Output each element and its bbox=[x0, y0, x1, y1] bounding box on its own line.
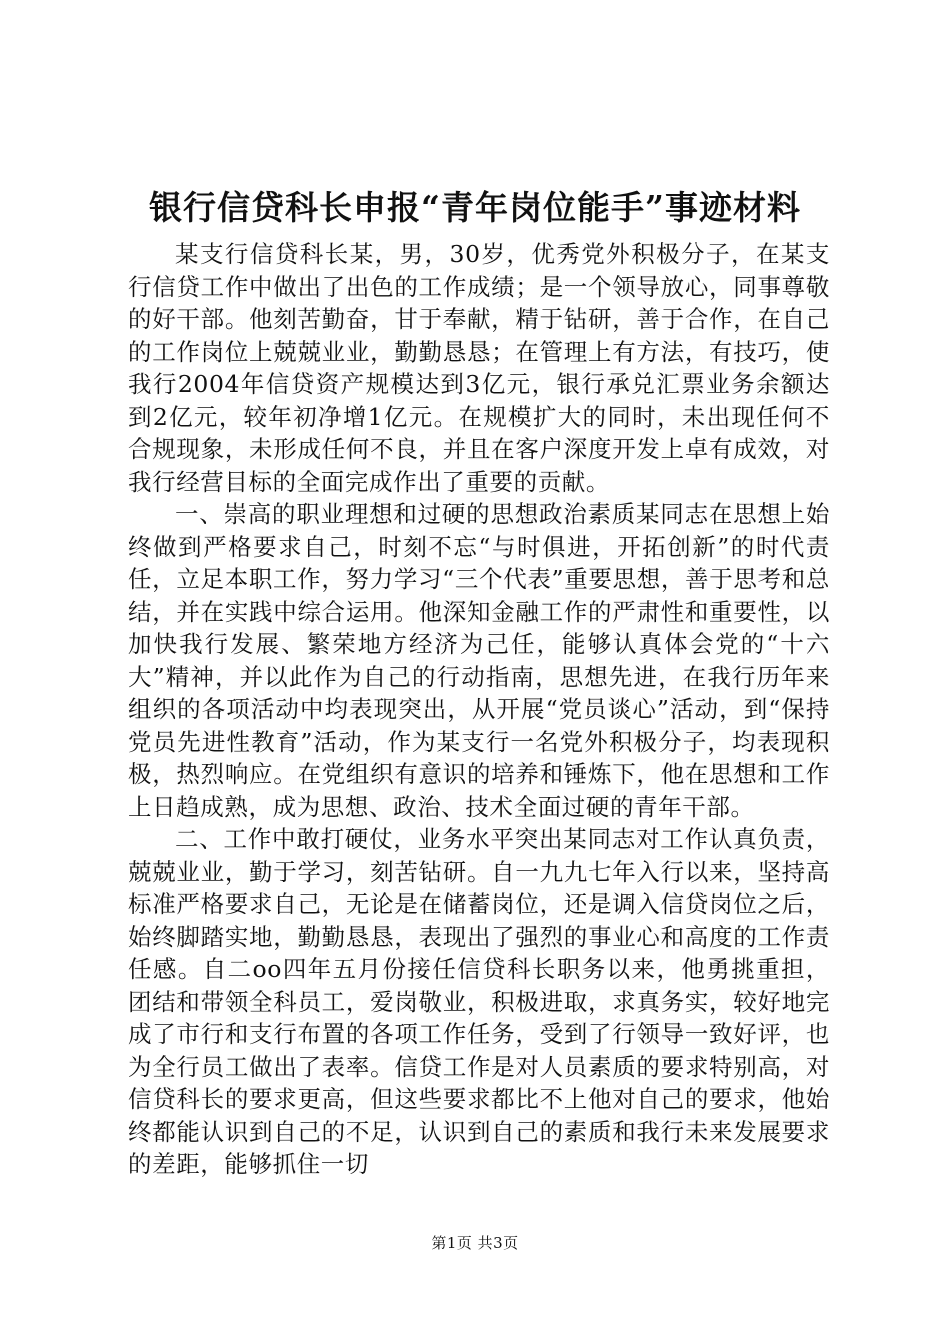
page-number-footer: 第1页 共3页 bbox=[431, 1234, 519, 1252]
document-body bbox=[128, 238, 830, 1181]
paragraph-section-one: 一、崇高的职业理想和过硬的思想政治素质某同志在思想上始终做到严格要求自己，时刻不忘“与时俱进，开拓创新”的时代责任，立足本职工作，努力学习“三个代表”重要思想，善于思考和总结，并在实践中综合运用。他深知金融工作的严肃性和重要性，以加快我行发展、繁荣地方经济为己任，能够认真体会党的“十六大”精神，并以此作为自己的行动指南，思想先进，在我行历年来组织的各项活动中均表现突出，从开展“党员谈心”活动，到“保持党员先进性教育”活动，作为某支行一名党外积极分子，均表现积极，热烈响应。在党组织有意识的培养和锤炼下，他在思想和工作上日趋成熟，成为思想、政治、技术全面过硬的青年干部。 bbox=[128, 500, 830, 821]
paragraph-intro: 某支行信贷科长某，男，30岁，优秀党外积极分子，在某支行信贷工作中做出了出色的工作成绩；是一个领导放心，同事尊敬的好干部。他刻苦勤奋，甘于奉献，精于钻研，善于合作，在自己的工作岗位上兢兢业业，勤勤恳恳；在管理上有方法，有技巧，使我行2004年信贷资产规模达到3亿元，银行承兑汇票业务余额达到2亿元，较年初净增1亿元。在规模扩大的同时，未出现任何不合规现象，未形成任何不良，并且在客户深度开发上卓有成效，对我行经营目标的全面完成作出了重要的贡献。 bbox=[128, 240, 830, 496]
document-title: 银行信贷科长申报“青年岗位能手”事迹材料 bbox=[149, 188, 801, 227]
paragraph-section-two: 二、工作中敢打硬仗，业务水平突出某同志对工作认真负责，兢兢业业，勤于学习，刻苦钻研。自一九九七年入行以来，坚持高标准严格要求自己，无论是在储蓄岗位，还是调入信贷岗位之后，始终脚踏实地，勤勤恳恳，表现出了强烈的事业心和高度的工作责任感。自二oo四年五月份接任信贷科长职务以来，他勇挑重担，团结和带领全科员工，爱岗敬业，积极进取，求真务实，较好地完成了市行和支行布置的各项工作任务，受到了行领导一致好评，也为全行员工做出了表率。信贷工作是对人员素质的要求特别高，对信贷科长的要求更高，但这些要求都比不上他对自己的要求，他始终都能认识到自己的不足，认识到自己的素质和我行未来发展要求的差距，能够抓住一切 bbox=[128, 825, 830, 1178]
